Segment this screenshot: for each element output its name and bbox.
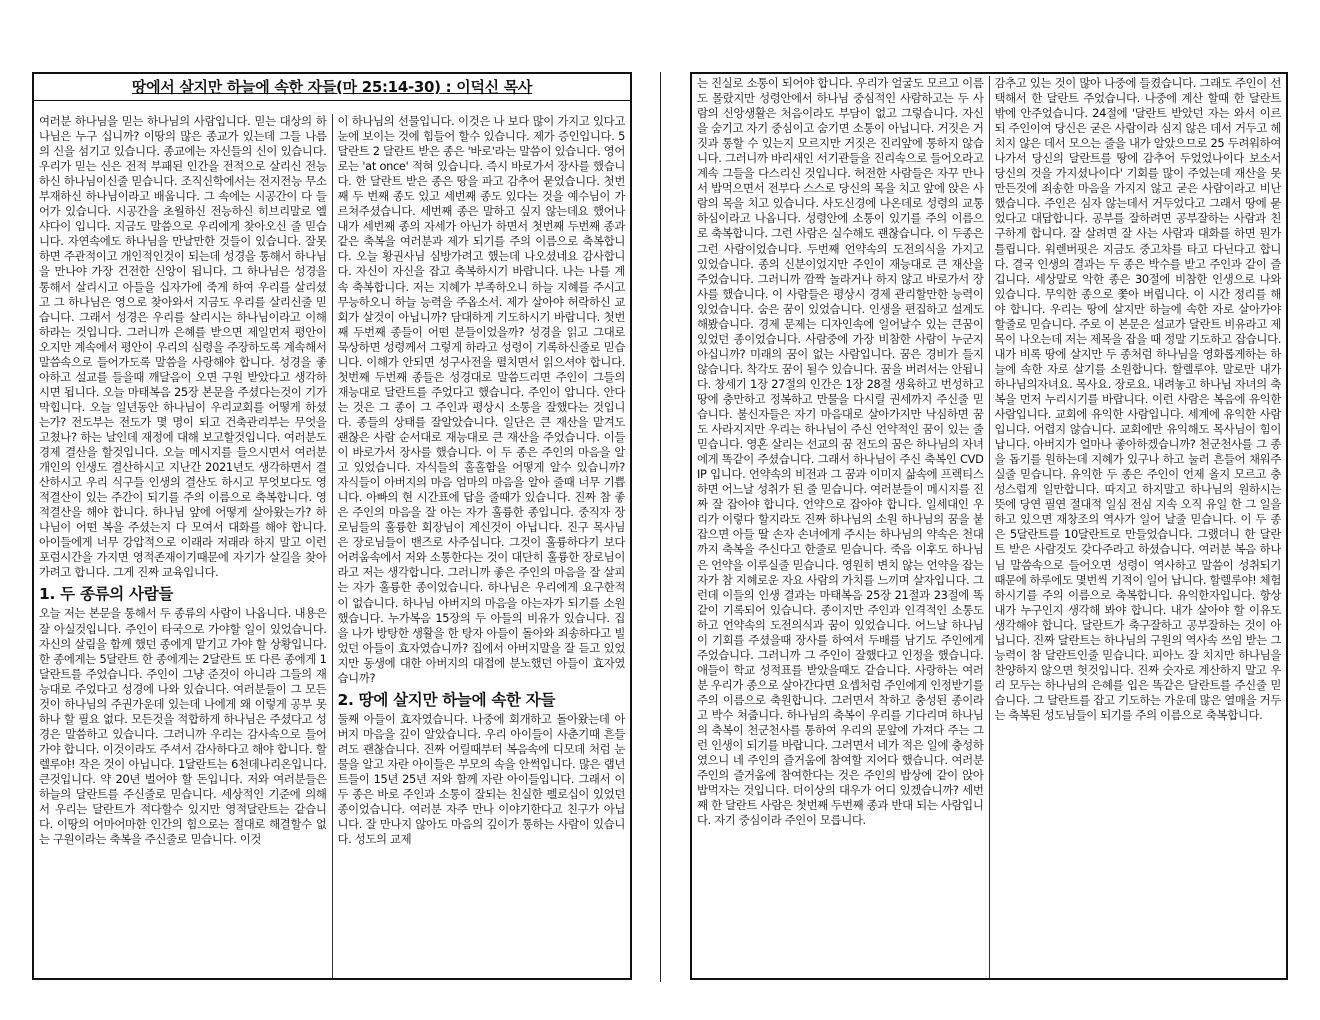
right-page-columns <box>692 76 1286 978</box>
left-page-columns <box>34 114 630 978</box>
paragraph: 감추고 있는 것이 많아 나중에 들켰습니다. 그래도 주인이 선택해서 한 달란트 주었습니다. 나중에 계산 할때 한 달란트 밖에 안주었습니다. 24절에 '달란트 받았던 자는 와서 이르되 주인이여 당신은 굳은 사람이라 심지 않은 데서 거두고 헤치지 않은 데서 모으는 줄을 내가 알았으므로 25 두려워하여 나가서 당신의 달란트를 땅에 감추어 두었었나이다 보소서 당신의 것을 가지셨나이다' 기회를 많이 주었는데 재산을 못만든것에 죄송한 마음을 가지지 않고 굳은 사람이라고 비난했습니다. 주인은 심자 않는데서 거두었다고 그래서 땅에 묻었다고 대답합니다. 공부를 잘하려면 공부잘하는 사람과 친구하게 합니다. 잘 살려면 잘 사는 사람과 대화를 하면 뭔가 틀립니다. 워렌버핏은 지금도 중고차를 타고 다닌다고 합니다. 결국 인생의 결과는 두 종은 박수를 받고 주인과 같이 즐깁니다. 세상말로 악한 종은 30절에 비참한 인생으로 나와 있습니다. 무익한 종으로 쫓아 버립니다. 이 시간 정리를 해야 합니다. 우리는 땅에 살지만 하늘에 속한 자로 살아가야 할줄로 믿습니다. 주로 이 본문은 설교가 달란트 비유라고 제목이 나오는데 저는 제목을 잡을 때 정말 기도하고 잡습니다. 내가 비록 땅에 살지만 두 종처럼 하나님을 영화롭게하는 하늘에 속한 자로 살기를 소원합니다. 할렐루야. 말로만 내가 하나님의자녀요. 목사요. 장로요. 내려놓고 하나님 자녀의 축복을 먼저 누리시기를 바랍니다. 이런 사람은 복음에 유익한 사람입니다. 교회에 유익한 사람입니다. 세계에 유익한 사람입니다. 어렵지 않습니다. 교회에만 유익해도 목사님이 힘이 납니다. 아버지가 얼마나 좋아하겠습니까? 천군천사를 그 종을 돕기를 원하는데 지혜가 있구나 하고 눌러 흔들어 채워주실줄 믿습니다. 유익한 두 종은 주인이 언제 올지 모르고 충성스럽게 일만합니다. 따지고 하지말고 하나님의 원하시는 뜻에 당연 필연 절대적 일심 전심 지속 오직 유일 한 그 일을 하고 있으면 재창조의 역사가 일어 날줄 믿습니다. 이 두 종은 5달란트를 10달란트로 만들었습니다. 그랬더니 한 달란트 받은 사람것도 갖다주라고 하셨습니다. 여러분 복음 하나님 말씀속으로 들어오면 성령이 역사하고 말씀이 성취되기 때문에 하루에도 몇번씩 기적이 일어 납니다. 할렐루야! 체험하시기를 주의 이름으로 축복합니다. 유익한자입니다. 항상 내가 누구인지 생각해 봐야 합니다. 내가 살아야 할 이유도 생각해야 합니다. 달란트가 축구잘하고 공부잘하는 것이 아닙니다. 진짜 달란트는 하나님의 구원의 역사속 쓰임 받는 그 능력이 참 달란트인줄 믿습니다. 피아노 잘 치지만 하나님을 찬양하지 않으면 헛것입니다. 진짜 숫자로 계산하지 말고 우리 모두는 하나님의 은혜를 입은 똑같은 달란트를 주신줄 믿습니다. 그 달란트를 잡고 기도하는 가운데 많은 열매을 거두는 축복된 성도님들이 되기를 주의 이름으로 축복합니다. <box>994 76 1281 722</box>
column-4 <box>989 76 1287 978</box>
sermon-page-left <box>32 72 632 980</box>
page-title: 땅에서 살지만 하늘에 속한 자들(마 25:14-30) : 이덕신 목사 <box>34 74 630 101</box>
sermon-page-right <box>690 72 1288 980</box>
column-2 <box>332 114 631 978</box>
column-1 <box>34 114 332 978</box>
paragraph: 여러분 하나님을 믿는 하나님의 사람입니다. 믿는 대상의 하나님은 누구 십니까? 이땅의 많은 종교가 있는데 그들 나름의 신을 섬기고 있습니다. 종교에는 자신들의 신이 있습니다. 우리가 믿는 신은 전적 부패된 인간을 전적으로 살리신 전능하신 하나님이신줄 믿습니다. 조직신학에서는 전지전능 무소부재하신 하나님이라고 배웁니다. 그 속에는 시공간이 다 들어가 있습니다. 시공간을 초월하신 전능하신 히브리말로 엘샤다이 입니다. 지금도 말씀으로 우리에게 찾아오신 줄 믿습니다. 자연속에도 하나님을 만날만한 것들이 있습니다. 잘못하면 주관적이고 개인적인것이 되는데 성경을 통해서 하나님을 만나야 가장 건전한 신앙이 됩니다. 그 하나님은 성경을 통해서 살리시고 아들을 십자가에 죽게 하여 우리를 살리셨고 그 하나님은 영으로 찾아와서 지금도 우리를 살리신줄 믿습니다. 그래서 성경은 우리를 살리시는 하나님이라고 이해하라는 것입니다. 그러니까 은혜를 받으면 제일먼저 평안이 오지만 계속에서 평안이 우리의 심령을 주장하도록 계속해서 말씀속으로 들어가도록 말씀을 사랑해야 합니다. 성경을 좋아하고 설교를 들을때 깨달음이 오면 구원 받았다고 생각하시면 됩니다. 오늘 마태복음 25장 본문을 주셨다는것이 기가 막힙니다. 오늘 일년동안 하나님이 우리교회를 어떻게 하셨는가? 전도부는 전도가 몇 명이 되고 건축관리부는 무엇을 고쳤나? 하는 날인데 재정에 대해 보고할것입니다. 여러분도 경제 결산을 할것입니다. 오늘 메시지를 들으시면서 여러분 개인의 인생도 결산하시고 지난간 2021년도 생각하면서 결산하시고 우리 식구들 인생의 결산도 하시고 무엇보다도 영적결산이 있는 주간이 되기를 주의 이름으로 축복합니다. 영적결산을 해야 합니다. 하나님 앞에 어떻게 살아왔는가? 하나님이 어떤 복을 주셨는지 다 모여서 대화를 해야 합니다. 아이들에게 너무 강압적으로 이래라 저래라 하지 말고 이런 포럼시간을 가지면 영적존재이기때문에 자기가 살길을 찾아가려고 합니다. 그게 진짜 교육입니다. <box>39 114 327 580</box>
section-heading-1: 1. 두 종류의 사람들 <box>39 585 174 604</box>
section-heading-2: 2. 땅에 살지만 하늘에 속한 자들 <box>337 690 556 709</box>
page-divider <box>660 72 661 982</box>
paragraph: 둘째 아들이 효자였습니다. 나중에 회개하고 돌아왔는데 아버지 마음을 깊이 알았습니다. 우리 아이들이 사춘기때 흔들려도 괜찮습니다. 진짜 어릴때부터 복음속에 디모데 처럼 눈물을 알고 자란 아이들은 부모의 속을 안썩입니다. 많은 랩넌트들이 15년 25년 저와 함께 자란 아이들입니다. 그래서 이 두 종은 바로 주인과 소통이 잘되는 친실한 펠로십이 있었던 종이었습니다. 여러분 자주 만나 이야기한다고 친구가 아닙니다. 잘 만나지 않아도 마음의 깊이가 통하는 사람이 있습니다. 성도의 교제 <box>337 711 625 847</box>
paragraph: 는 진실로 소통이 되어야 합니다. 우리가 얼굴도 모르고 이름도 몰랐지만 성령안에서 하나님 중심적인 사람하고는 두 사람의 신앙생활은 처음이라도 부담이 없고 그렇습니다. 자신을 숨기고 자기 중심이고 숨기면 소통이 아닙니다. 거짓은 거짓과 통할 수 있는지 모르지만 거짓은 진리앞에 통하지 않습니다. 그러니까 바리새인 서기관들을 진리속으로 들어오라고 계속 그들을 다스리신 것입니다. 허전한 사람들은 자꾸 만나서 밥먹으면서 전부다 스스로 당신의 목을 치고 앞에 앉은 사람의 목을 치고 있습니다. 사도신경에 나온데로 성령의 교통하심이라고 나옵니다. 성령안에 소통이 있기를 주의 이름으로 축복합니다. 그런 사람은 실수해도 괜찮습니다. 이 두종은 그런 사람이었습니다. 두번째 언약속의 도전의식을 가지고 있었습니다. 종의 신분이었지만 주인이 재능대로 큰 재산을 주었습니다. 그러니까 깜짝 놀라거나 하지 않고 바로가서 장사를 했습니다. 이 사람들은 평상시 경제 관리할만한 능력이 있었습니다. 숨은 꿈이 있었습니다. 인생을 편집하고 설계도 해봤습니다. 경제 문제는 디자인속에 일어날수 있는 큰꿈이 있었던 종이었습니다. 사람중에 가장 비참한 사람이 누군지 아십니까? 미래의 꿈이 없는 사람입니다. 꿈은 경비가 들지 않습니다. 착각도 꿈이 될수 있습니다. 꿈을 버려서는 안됩니다. 창세기 1장 27절의 인간은 1장 28절 생육하고 번성하고 땅에 충만하고 정복하고 만물을 다시릴 권세까지 주신줄 믿습니다. 불신자들은 자기 마음대로 살아가지만 낙심하면 꿈도 사라지지만 우리는 하나님이 주신 언약적인 꿈이 있는 줄 믿습니다. 영혼 살리는 선교의 꿈 전도의 꿈은 하나님의 자녀에게 똑같이 주셨습니다. 그래서 하나님이 주신 축복인 CVDIP 입니다. 언약속의 비전과 그 꿈과 이미지 삶속에 프렉티스하면 어느날 성취가 된 줄 믿습니다. 여러분들이 메시지를 진짜 잘 잡아야 합니다. 언약으로 잡아야 합니다. 일세대인 우리가 이렇다 할지라도 진짜 하나님의 소원 하나님의 꿈을 붙잡으면 아들 딸 손자 손녀에게 주시는 하나님의 약속은 천대까지 축복을 주신다고 한줄로 믿습니다. 죽음 이후도 하나님은 언약을 이루실줄 믿습니다. 영원히 변치 않는 언약을 잡는 자가 참 지혜로운 자요 사람의 가치를 느끼며 살자입니다. 그런데 이들의 인생 결과는 마태복음 25장 21절과 23절에 똑 같이 기록되어 있습니다. 종이지만 주인과 인격적인 소통도 하고 언약속의 도전의식과 꿈이 있었습니다. 어느날 하나님이 기회를 주셨을때 장사를 하여서 두배를 남기도 주인에게 주었습니다. 그러니까 그 주인이 잘했다고 인정을 했습니다. 애들이 학교 성적표를 받았을때도 같습니다. 사랑하는 여러분 우리가 종으로 살아간다면 요셉처럼 주인에게 인정받기를 주의 이름으로 축원합니다. 그러면서 착하고 충성된 종이라고 박수 쳐줍니다. 하나님의 축복이 우리를 기다리며 하나님의 축복이 천군천사를 통하여 우리의 문앞에 가져다 주는 그런 인생이 되기를 바랍니다. 그러면서 네가 적은 일에 충성하였으니 네 주인의 즐거움에 참여할 지어다 했습니다. 여러분 주인의 즐거움에 참여한다는 것은 주인의 밥상에 같이 앉아 밥먹자는 것입니다. 더이상의 대우가 어디 있겠습니까? 세번째 한 달란트 사람은 첫번째 두번째 종과 반대 되는 사람입니다. 자기 중심이라 주인이 모릅니다. <box>697 76 984 828</box>
paragraph: 오늘 저는 본문을 통해서 두 종류의 사람이 나옵니다. 내용은 잘 아실것입니다. 주인이 타국으로 가야할 일이 있었습니다. 자신의 살림을 함께 했던 종에게 맡기고 가야 할 상황입니다. 한 종에게는 5달란트 한 종에게는 2달란트 또 다른 종에게 1달란트를 주었습니다. 주인이 그냥 준것이 아니라 그들의 재능대로 주었다고 성경에 나와 있습니다. 여러분들이 그 모든것이 하나님의 주권가운데 있는데 나에게 왜 이렇게 공부 못하나 할 필요 없다. 모든것을 적합하게 하나님은 주셨다고 성경은 말씀하고 있습니다. 그러니까 우리는 감사속으로 들어가야 합니다. 이것이라도 주셔서 감사하다고 해야 합니다. 할렐루야! 작은 것이 아닙니다. 1달란트는 6천데나리온입니다. 큰것입니다. 약 20년 벌어야 할 돈입니다. 저와 여러분들은 하늘의 달란트를 주신줄로 믿습니다. 세상적인 기준에 의해서 우리는 달란트가 적다할수 있지만 영적달란트는 같습니다. 이땅의 어마어마한 인간의 힘으로는 절대로 해결할수 없는 구원이라는 축복을 주신줄로 믿습니다. 이것 <box>39 606 327 847</box>
paragraph: 이 하나님의 선물입니다. 이것은 나 보다 많이 가지고 있다고 눈에 보이는 것에 힘들어 할수 있습니다. 제가 증인입니다. 5달란트 2 달란트 받은 종은 '바로'라는 말씀이 있습니다. 영어로는 'at once' 적혀 있습니다. 즉시 바로가서 장사를 했습니다. 한 달란트 받은 종은 땅을 파고 감추어 묻었습니다. 첫번째 두 번째 종도 있고 세번째 종도 있다는 것을 예수님이 가르쳐주셨습니다. 세번째 종은 말하고 싶지 않는데요 했어나 내가 세번째 종의 자세가 아닌가 하면서 첫번째 두번째 종과 같은 축복을 여러분과 제가 되기를 주의 이름으로 축복합니다. 오늘 황권사님 심방가려고 했는데 나오셨네요 감사합니다. 자신이 자신을 잡고 축복하시기 바랍니다. 나는 나를 계속 축복합니다. 저는 지혜가 부족하오니 하늘 지혜를 주시고 무능하오니 하늘 능력을 주옵소서. 제가 살아야 허락하신 교회가 살것이 아닙니까? 담대하게 기도하시기 바랍니다. 첫번째 두번째 종들이 어떤 분들이었을까? 성경을 읽고 그대로 묵상하면 성령께서 그렇게 하라고 성령이 기록하신줄로 믿습니다. 이해가 안되면 성구사전을 펼치면서 읽으셔야 합니다. 첫번째 두번째 종들은 성경대로 말씀드리면 주인이 그들의 재능대로 달란트를 주었다고 했습니다. 주인이 압니다. 안다는 것은 그 종이 그 주인과 평상시 소통을 잘했다는 것입니다. 종들의 상태를 잘알았습니다. 일단은 큰 재산을 맡겨도 괜찮은 사람 순서대로 재능대로 큰 재산을 주었습니다. 이들이 바로가서 장사를 했습니다. 이 두 종은 주인의 마음을 알고 있었습니다. 자식들의 홀홀함을 어떻게 알수 있습니까? 자식들이 아버지의 마음 엄마의 마음을 알아 줄때 너무 기쁩니다. 아빠의 현 시간표에 답을 줄때가 있습니다. 진짜 참 좋은 주인의 마음을 잘 아는 자가 훌륭한 종입니다. 중직자 장로님들의 훌륭한 회장님이 계신것이 아닙니다. 진구 목사님은 장로님들이 밴즈로 사주십니다. 그것이 훌륭하다기 보다 어려움속에서 저와 소통한다는 것이 대단히 훌륭한 장로님이라고 저는 생각합니다. 그러니까 좋은 주인의 마음을 잘 살피는 자가 훌륭한 종이었습니다. 하나님은 우리에게 요구한적이 없습니다. 하나님 아버지의 마음을 아는자가 되기를 소원했습니다. 누가복음 15장의 두 아들의 비유가 있습니다. 집을 나가 방탕한 생활을 한 탕자 아들이 돌아와 죄송하다고 빌었던 아들이 효자였습니까? 집에서 아버지말을 잘 듣고 있었지만 동생에 대한 아버지의 대접에 분노했던 아들이 효자였습니까? <box>337 114 625 685</box>
column-3 <box>692 76 989 978</box>
